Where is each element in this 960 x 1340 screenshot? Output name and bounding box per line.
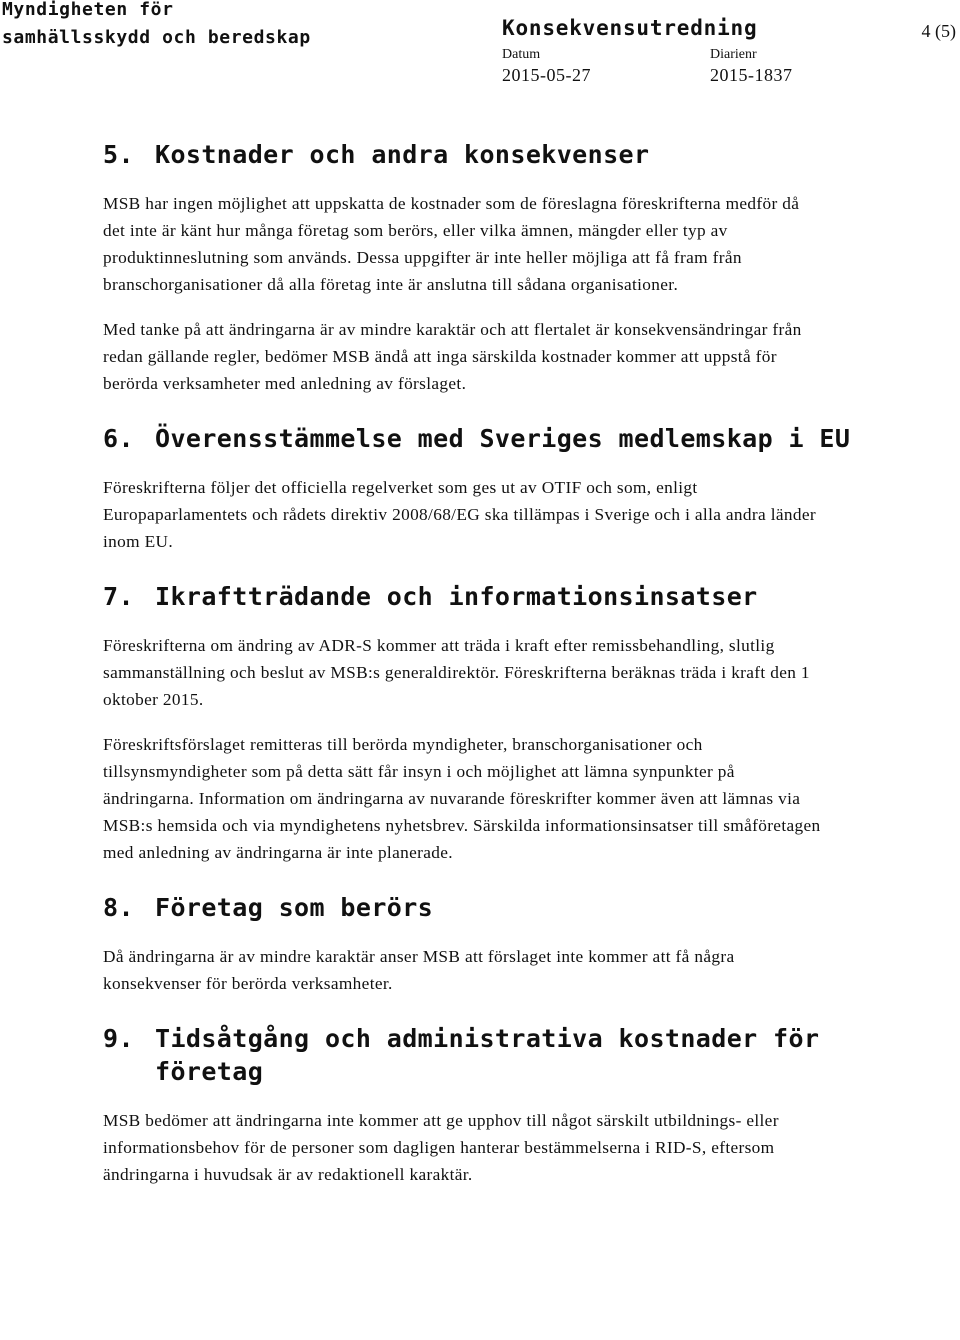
section-title: Överensstämmelse med Sveriges medlemskap i EU <box>155 424 851 453</box>
section-number: 5. <box>103 140 134 169</box>
page-header <box>0 0 960 100</box>
paragraph: Föreskrifterna om ändring av ADR-S kommer att träda i kraft efter remissbehandling, slutlig sammanställning och beslut av MSB:s generaldirektör. Föreskrifterna beräknas träda i kraft den 1 oktober 2015. <box>103 636 810 709</box>
paragraph: Föreskriftsförslaget remitteras till berörda myndigheter, branschorganisationer och tillsynsmyndigheter som på detta sätt får insyn i och möjlighet att lämna synpunkter på ändringarna. Information om ändringarna av nuvarande föreskrifter kommer även att lämnas via MSB:s hemsida och via myndighetens nyhetsbrev. Särskilda informationsinsatser till småföretagen med anledning av ändringarna är inte planerade. <box>103 735 821 862</box>
section-title: Företag som berörs <box>155 893 434 922</box>
organization-name-line-1: Myndigheten för <box>2 0 174 20</box>
date-value: 2015-05-27 <box>502 65 591 85</box>
section-heading <box>103 422 923 455</box>
paragraph: Då ändringarna är av mindre karaktär anser MSB att förslaget inte kommer att få några konsekvenser för berörda verksamheter. <box>103 947 735 993</box>
section-number: 8. <box>103 893 134 922</box>
section-title: Tidsåtgång och administrativa kostnader för företag <box>155 1024 820 1086</box>
document-body <box>103 138 923 1188</box>
section-number: 7. <box>103 582 134 611</box>
section-heading <box>103 891 923 924</box>
paragraph: Med tanke på att ändringarna är av mindre karaktär och att flertalet är konsekvensändringar från redan gällande regler, bedömer MSB ändå att inga särskilda kostnader kommer att uppstå för berörda verksamheter med anledning av förslaget. <box>103 320 802 393</box>
section-number: 6. <box>103 424 134 453</box>
organization-name-line-2: samhällsskydd och beredskap <box>2 27 311 48</box>
section-title: Ikraftträdande och informationsinsatser <box>155 582 758 611</box>
section-title: Kostnader och andra konsekvenser <box>155 140 650 169</box>
section-heading <box>103 1022 923 1088</box>
diary-number-label: Diarienr <box>710 47 757 62</box>
paragraph: Föreskrifterna följer det officiella regelverket som ges ut av OTIF och som, enligt Europaparlamentets och rådets direktiv 2008/68/EG ska tillämpas i Sverige och i alla andra länder inom EU. <box>103 478 816 551</box>
paragraph: MSB bedömer att ändringarna inte kommer att ge upphov till något särskilt utbildnings- eller informationsbehov för de personer som dagligen hanterar bestämmelserna i RID-S, eftersom ändringarna i huvudsak är av redaktionell karaktär. <box>103 1111 779 1184</box>
date-label: Datum <box>502 47 541 62</box>
date-field <box>502 46 591 86</box>
paragraph: MSB har ingen möjlighet att uppskatta de kostnader som de föreslagna föreskrifterna medför då det inte är känt hur många företag som berörs, eller vilka ämnen, mängder eller typ av produktinneslutning som används. Dessa uppgifter är inte heller möjliga att få fram från branschorganisationer då alla företag inte är anslutna till sådana organisationer. <box>103 194 800 294</box>
page-number: 4 (5) <box>921 21 956 41</box>
organization-name <box>2 0 311 52</box>
section-heading <box>103 580 923 613</box>
document-type: Konsekvensutredning <box>502 16 758 40</box>
section-number: 9. <box>103 1024 134 1053</box>
diary-number-field <box>710 46 793 86</box>
diary-number-value: 2015-1837 <box>710 65 793 85</box>
section-heading <box>103 138 923 171</box>
